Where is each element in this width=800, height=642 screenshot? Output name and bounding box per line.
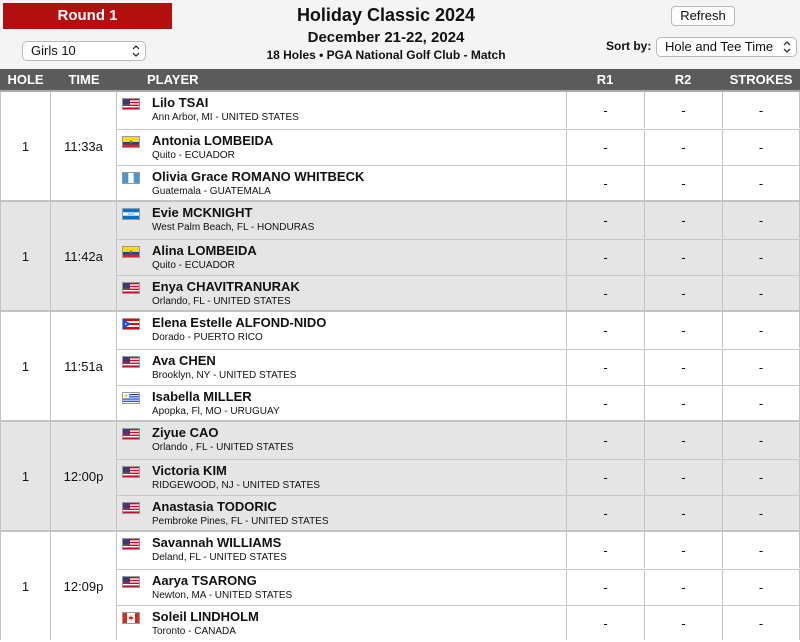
group-tee-time: 11:42a	[51, 202, 117, 310]
table-header	[0, 69, 800, 90]
event-subtitle: 18 Holes • PGA National Golf Club - Match	[266, 48, 506, 62]
player-location: Guatemala - GUATEMALA	[152, 186, 271, 197]
group-hole: 1	[0, 202, 51, 310]
sort-label: Sort by:	[606, 39, 652, 53]
score-r2: -	[644, 570, 722, 605]
division-select-value: Girls 10	[31, 43, 76, 58]
us-flag-icon	[122, 466, 140, 478]
score-r1: -	[566, 606, 644, 640]
tee-time-groups	[0, 90, 800, 640]
tee-time-group	[0, 310, 800, 420]
score-r1: -	[566, 570, 644, 605]
col-player[interactable]: PLAYER	[147, 72, 199, 87]
score-strokes: -	[722, 240, 800, 275]
select-arrows-icon	[783, 40, 791, 54]
score-strokes: -	[722, 532, 800, 568]
group-hole: 1	[0, 312, 51, 420]
player-name[interactable]: Isabella MILLER	[152, 389, 252, 404]
player-location: Orlando, FL - UNITED STATES	[152, 296, 291, 307]
score-strokes: -	[722, 496, 800, 530]
player-location: Toronto - CANADA	[152, 626, 236, 637]
score-r1: -	[566, 166, 644, 200]
player-row[interactable]	[117, 165, 800, 200]
score-r1: -	[566, 532, 644, 568]
score-r2: -	[644, 92, 722, 128]
player-name[interactable]: Soleil LINDHOLM	[152, 609, 259, 624]
group-tee-time: 11:33a	[51, 92, 117, 200]
us-flag-icon	[122, 356, 140, 368]
refresh-button[interactable]: Refresh	[671, 6, 735, 26]
player-row[interactable]	[117, 459, 800, 495]
player-row[interactable]	[117, 92, 800, 128]
score-r2: -	[644, 460, 722, 495]
page-header	[0, 0, 800, 69]
player-location: Ann Arbor, MI - UNITED STATES	[152, 112, 299, 123]
player-name[interactable]: Alina LOMBEIDA	[152, 243, 257, 258]
player-row[interactable]	[117, 385, 800, 420]
tee-time-group	[0, 90, 800, 200]
player-name[interactable]: Evie MCKNIGHT	[152, 205, 253, 220]
score-r1: -	[566, 92, 644, 128]
player-location: Quito - ECUADOR	[152, 260, 235, 271]
player-name[interactable]: Ava CHEN	[152, 353, 216, 368]
score-r2: -	[644, 276, 722, 310]
us-flag-icon	[122, 428, 140, 440]
sort-select-value: Hole and Tee Time	[665, 39, 774, 54]
us-flag-icon	[122, 98, 140, 110]
player-location: Orlando , FL - UNITED STATES	[152, 442, 294, 453]
group-tee-time: 12:09p	[51, 532, 117, 640]
tee-time-group	[0, 200, 800, 310]
score-r2: -	[644, 166, 722, 200]
score-r1: -	[566, 276, 644, 310]
event-dates: December 21-22, 2024	[307, 29, 465, 46]
player-row[interactable]	[117, 422, 800, 458]
score-strokes: -	[722, 422, 800, 458]
us-flag-icon	[122, 576, 140, 588]
score-r1: -	[566, 202, 644, 238]
score-strokes: -	[722, 130, 800, 165]
player-location: Apopka, Fl, MO - URUGUAY	[152, 406, 280, 417]
score-r1: -	[566, 422, 644, 458]
puerto-rico-flag-icon	[122, 318, 140, 330]
score-r1: -	[566, 350, 644, 385]
ecuador-flag-icon	[122, 136, 140, 148]
score-r1: -	[566, 130, 644, 165]
guatemala-flag-icon	[122, 172, 140, 184]
player-row[interactable]	[117, 312, 800, 348]
player-row[interactable]	[117, 605, 800, 640]
player-name[interactable]: Lilo TSAI	[152, 95, 209, 110]
score-strokes: -	[722, 312, 800, 348]
us-flag-icon	[122, 282, 140, 294]
score-r2: -	[644, 350, 722, 385]
score-strokes: -	[722, 570, 800, 605]
player-location: Dorado - PUERTO RICO	[152, 332, 263, 343]
player-row[interactable]	[117, 129, 800, 165]
player-name[interactable]: Anastasia TODORIC	[152, 499, 277, 514]
group-hole: 1	[0, 422, 51, 530]
player-location: Newton, MA - UNITED STATES	[152, 590, 293, 601]
score-r2: -	[644, 240, 722, 275]
col-strokes[interactable]: STROKES	[729, 72, 793, 87]
player-name[interactable]: Enya CHAVITRANURAK	[152, 279, 300, 294]
score-strokes: -	[722, 606, 800, 640]
player-name[interactable]: Ziyue CAO	[152, 425, 219, 440]
player-row[interactable]	[117, 239, 800, 275]
score-strokes: -	[722, 350, 800, 385]
score-r2: -	[644, 606, 722, 640]
score-r1: -	[566, 386, 644, 420]
player-location: West Palm Beach, FL - HONDURAS	[152, 222, 315, 233]
sort-select[interactable]	[656, 37, 797, 57]
col-hole[interactable]: HOLE	[7, 72, 44, 87]
player-row[interactable]	[117, 495, 800, 530]
event-title: Holiday Classic 2024	[296, 5, 476, 25]
player-name[interactable]: Antonia LOMBEIDA	[152, 133, 274, 148]
group-tee-time: 12:00p	[51, 422, 117, 530]
score-strokes: -	[722, 460, 800, 495]
player-location: Quito - ECUADOR	[152, 150, 235, 161]
score-strokes: -	[722, 276, 800, 310]
score-strokes: -	[722, 202, 800, 238]
player-location: RIDGEWOOD, NJ - UNITED STATES	[152, 480, 320, 491]
group-hole: 1	[0, 532, 51, 640]
score-r2: -	[644, 202, 722, 238]
score-strokes: -	[722, 166, 800, 200]
score-r1: -	[566, 240, 644, 275]
uruguay-flag-icon	[122, 392, 140, 404]
us-flag-icon	[122, 538, 140, 550]
score-r1: -	[566, 312, 644, 348]
round-tab[interactable]: Round 1	[3, 3, 172, 29]
player-name[interactable]: Aarya TSARONG	[152, 573, 257, 588]
honduras-flag-icon	[122, 208, 140, 220]
player-row[interactable]	[117, 349, 800, 385]
canada-flag-icon	[122, 612, 140, 624]
score-r2: -	[644, 130, 722, 165]
player-row[interactable]	[117, 275, 800, 310]
score-r2: -	[644, 386, 722, 420]
player-name[interactable]: Savannah WILLIAMS	[152, 535, 282, 550]
us-flag-icon	[122, 502, 140, 514]
score-strokes: -	[722, 92, 800, 128]
player-row[interactable]	[117, 532, 800, 568]
player-name[interactable]: Elena Estelle ALFOND-NIDO	[152, 315, 327, 330]
score-r1: -	[566, 460, 644, 495]
tee-time-group	[0, 420, 800, 530]
col-r1[interactable]: R1	[596, 72, 614, 87]
event-title-block	[200, 5, 572, 62]
col-time[interactable]: TIME	[68, 72, 100, 87]
player-name[interactable]: Victoria KIM	[152, 463, 227, 478]
score-strokes: -	[722, 386, 800, 420]
ecuador-flag-icon	[122, 246, 140, 258]
score-r2: -	[644, 532, 722, 568]
player-location: Deland, FL - UNITED STATES	[152, 552, 287, 563]
tee-time-group	[0, 530, 800, 640]
player-row[interactable]	[117, 202, 800, 238]
score-r2: -	[644, 496, 722, 530]
score-r2: -	[644, 422, 722, 458]
player-name[interactable]: Olivia Grace ROMANO WHITBECK	[152, 169, 365, 184]
group-tee-time: 11:51a	[51, 312, 117, 420]
division-select[interactable]	[22, 41, 146, 61]
col-r2[interactable]: R2	[674, 72, 692, 87]
select-arrows-icon	[132, 44, 140, 58]
group-hole: 1	[0, 92, 51, 200]
player-location: Brooklyn, NY - UNITED STATES	[152, 370, 297, 381]
player-row[interactable]	[117, 569, 800, 605]
player-location: Pembroke Pines, FL - UNITED STATES	[152, 516, 329, 527]
score-r2: -	[644, 312, 722, 348]
score-r1: -	[566, 496, 644, 530]
